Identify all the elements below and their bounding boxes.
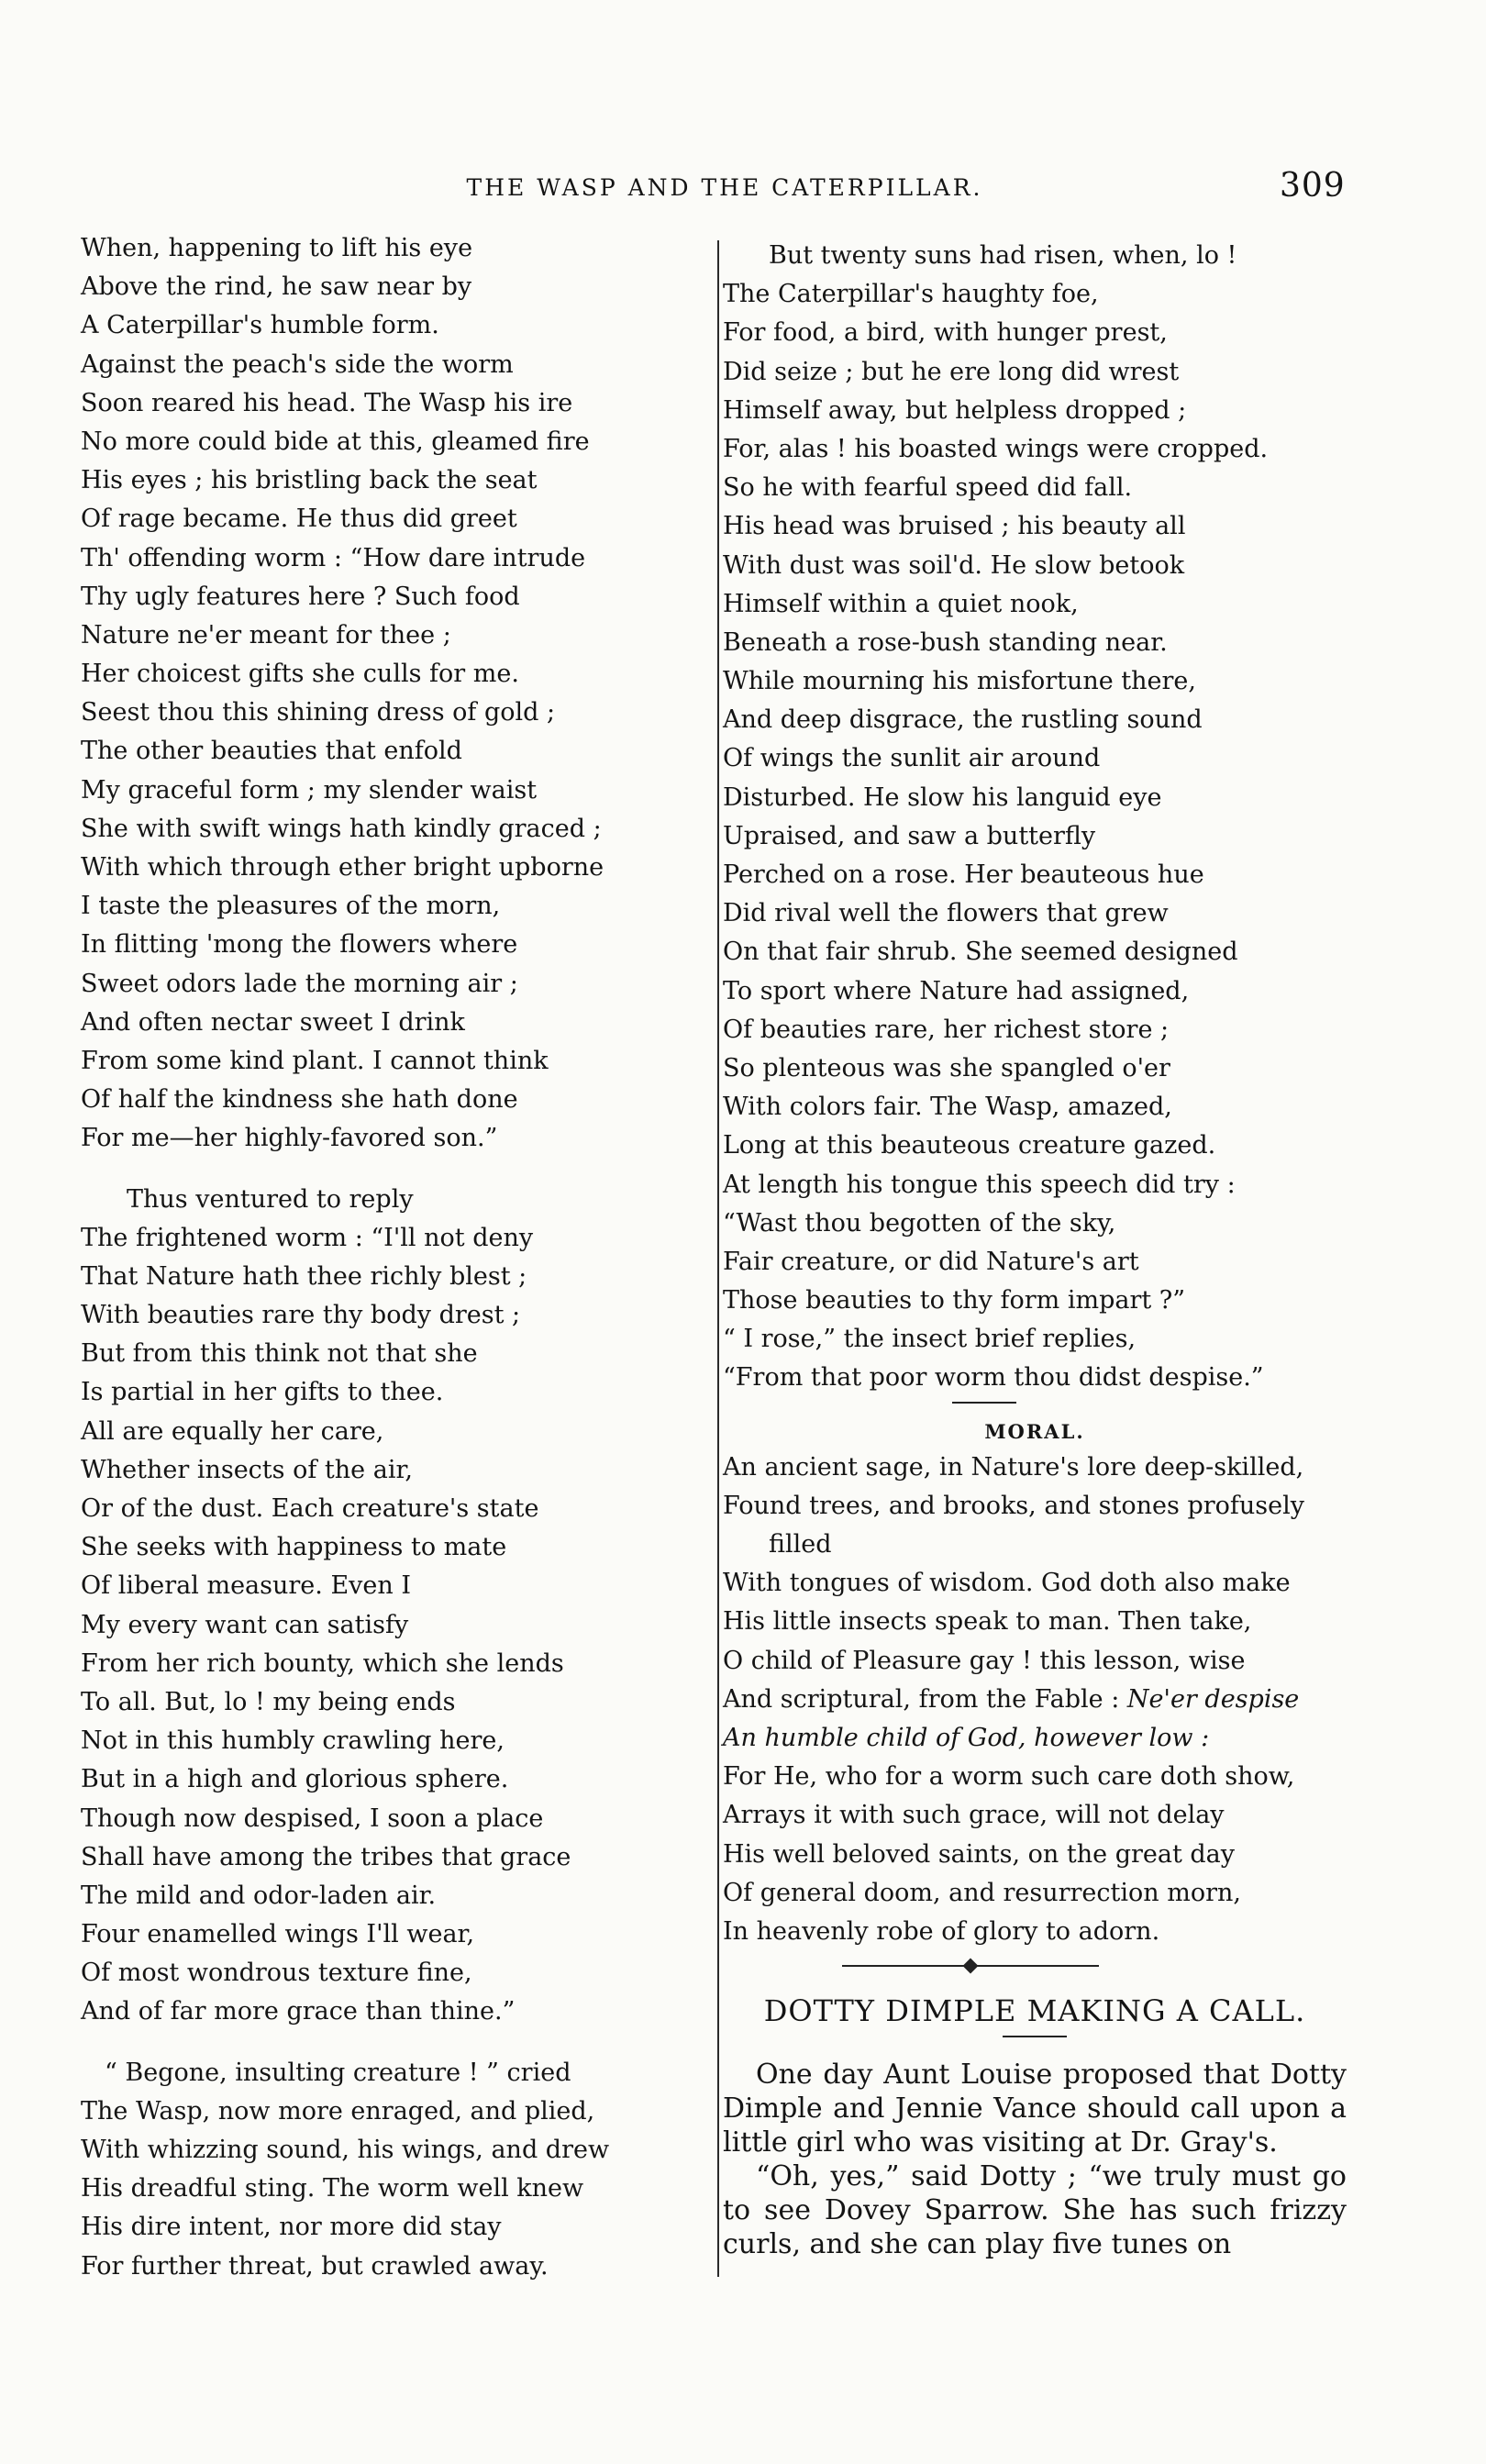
poem-line: The mild and odor-laden air. — [81, 1881, 437, 1910]
poem-line: His dire intent, nor more did stay — [81, 2213, 502, 2242]
poem-line: “ Begone, insulting creature ! ” cried — [105, 2058, 571, 2087]
stanza-gap — [81, 1159, 704, 1181]
column-divider — [717, 240, 719, 2277]
poem-line: Of half the kindness she hath done — [81, 1085, 518, 1115]
poem-line: On that fair shrub. She seemed designed — [723, 938, 1238, 967]
title-rule — [1003, 2036, 1067, 2037]
poem-line: Those beauties to thy form impart ?” — [723, 1286, 1186, 1315]
poem-line: With dust was soil'd. He slow betook — [723, 550, 1185, 580]
poem-line: So he with fearful speed did fall. — [723, 473, 1133, 503]
right-column — [723, 237, 1347, 2261]
poem-line: That Nature hath thee richly blest ; — [81, 1261, 527, 1291]
poem-line: To all. But, lo ! my being ends — [81, 1687, 456, 1716]
running-head: THE WASP AND THE CATERPILLAR. — [466, 174, 983, 201]
poem-line: Not in this humbly crawling here, — [81, 1726, 505, 1756]
moral-line: An ancient sage, in Nature's lore deep-skilled, — [723, 1452, 1304, 1482]
poem-line: Himself away, but helpless dropped ; — [723, 395, 1187, 425]
poem-line: Four enamelled wings I'll wear, — [81, 1920, 475, 1949]
poem-line: My every want can satisfy — [81, 1610, 409, 1639]
poem-line: The other beauties that enfold — [81, 737, 462, 766]
poem-line: All are equally her care, — [81, 1416, 384, 1446]
poem-line: For, alas ! his boasted wings were cropped. — [723, 434, 1269, 463]
poem-line: The Caterpillar's haughty foe, — [723, 280, 1099, 309]
moral-line: With tongues of wisdom. God doth also make — [723, 1569, 1291, 1598]
poem-line: At length his tongue this speech did try : — [723, 1170, 1236, 1199]
poem-line: My graceful form ; my slender waist — [81, 775, 538, 805]
poem-line: To sport where Nature had assigned, — [723, 976, 1190, 1005]
poem-stanza — [723, 237, 1347, 1398]
poem-line: For me—her highly-favored son.” — [81, 1124, 498, 1153]
poem-stanza — [81, 1181, 704, 2032]
stanza-gap — [81, 2032, 704, 2054]
poem-line: I taste the pleasures of the morn, — [81, 892, 501, 921]
moral-line: Of general doom, and resurrection morn, — [723, 1878, 1241, 1907]
poem-stanza — [81, 2054, 704, 2286]
poem-line: She seeks with happiness to mate — [81, 1533, 507, 1562]
poem-line: Upraised, and saw a butterfly — [723, 821, 1096, 850]
moral-text: And scriptural, from the Fable : — [723, 1684, 1120, 1714]
poem-stanza — [81, 229, 704, 1159]
moral-line: An humble child of God, however low : — [723, 1723, 1210, 1752]
page-number: 309 — [1280, 167, 1346, 205]
poem-line: The frightened worm : “I'll not deny — [81, 1223, 534, 1252]
poem-line: “ I rose,” the insect brief replies, — [723, 1325, 1137, 1354]
moral-line: His little insects speak to man. Then take, — [723, 1607, 1252, 1637]
poem-line: With whizzing sound, his wings, and drew — [81, 2136, 610, 2164]
poem-line: From her rich bounty, which she lends — [81, 1648, 564, 1678]
poem-line: Thy ugly features here ? Such food — [81, 582, 520, 611]
moral-line-with-italic — [723, 1681, 1347, 1719]
poem-line: Of most wondrous texture fine, — [81, 1959, 472, 1988]
moral-line: O child of Pleasure gay ! this lesson, wise — [723, 1646, 1246, 1675]
poem-line: Himself within a quiet nook, — [723, 589, 1079, 618]
poem-line: Nature ne'er meant for thee ; — [81, 620, 451, 649]
poem-line: Sweet odors lade the morning air ; — [81, 969, 518, 998]
story-title: DOTTY DIMPLE MAKING A CALL. — [763, 1993, 1306, 2029]
poem-line: No more could bide at this, gleamed fire — [81, 427, 590, 456]
ornamental-divider — [842, 1960, 1099, 1971]
poem-line: Of rage became. He thus did greet — [81, 505, 517, 534]
poem-line: Or of the dust. Each creature's state — [81, 1494, 539, 1523]
poem-line: His eyes ; his bristling back the seat — [81, 466, 538, 495]
poem-line: Shall have among the tribes that grace — [81, 1842, 571, 1871]
left-column — [81, 229, 704, 2286]
moral-italic: Ne'er despise — [1126, 1684, 1300, 1714]
poem-line: Against the peach's side the worm — [81, 350, 514, 379]
poem-line: Did rival well the flowers that grew — [723, 899, 1169, 928]
poem-line: Perched on a rose. Her beauteous hue — [723, 860, 1204, 889]
story-paragraph: One day Aunt Louise proposed that Dotty Dimple and Jennie Vance should call upon a little girl who was visiting at Dr. Gray's. — [723, 2059, 1347, 2159]
poem-line: When, happening to lift his eye — [81, 234, 473, 262]
moral-line: Found trees, and brooks, and stones profusely — [723, 1491, 1304, 1520]
poem-line: For further threat, but crawled away. — [81, 2251, 549, 2281]
poem-line: Her choicest gifts she culls for me. — [81, 660, 519, 689]
moral-line: His well beloved saints, on the great day — [723, 1839, 1236, 1869]
poem-line: Of liberal measure. Even I — [81, 1571, 412, 1601]
poem-line: Above the rind, he saw near by — [81, 272, 472, 302]
poem-line: Is partial in her gifts to thee. — [81, 1378, 444, 1407]
poem-line: From some kind plant. I cannot think — [81, 1046, 549, 1075]
poem-line: But in a high and glorious sphere. — [81, 1765, 509, 1794]
poem-line: Whether insects of the air, — [81, 1455, 413, 1484]
poem-line: While mourning his misfortune there, — [723, 667, 1196, 696]
poem-line: Of beauties rare, her richest store ; — [723, 1015, 1170, 1044]
ornament-diamond — [963, 1959, 979, 1974]
moral-heading: MORAL. — [984, 1419, 1085, 1443]
story-body — [723, 2058, 1347, 2261]
poem-line: His head was bruised ; his beauty all — [723, 512, 1186, 541]
moral-line: For He, who for a worm such care doth show, — [723, 1762, 1295, 1792]
poem-line: Did seize ; but he ere long did wrest — [723, 357, 1180, 386]
poem-line: Of wings the sunlit air around — [723, 744, 1101, 773]
poem-line: And deep disgrace, the rustling sound — [723, 705, 1203, 735]
story-paragraph: “Oh, yes,” said Dotty ; “we truly must go to see Dovey Sparrow. She has such frizzy curls, and she can play five tunes on — [723, 2160, 1347, 2261]
moral-stanza — [723, 1448, 1347, 1951]
moral-line: Arrays it with such grace, will not delay — [723, 1801, 1225, 1830]
poem-line: But from this think not that she — [81, 1339, 478, 1369]
poem-line: With colors fair. The Wasp, amazed, — [723, 1093, 1172, 1122]
moral-line: filled — [769, 1530, 832, 1559]
poem-line: With which through ether bright upborne — [81, 853, 604, 882]
poem-line: She with swift wings hath kindly graced ; — [81, 814, 602, 843]
poem-line: Soon reared his head. The Wasp his ire — [81, 388, 573, 417]
poem-line: Beneath a rose-bush standing near. — [723, 627, 1168, 657]
poem-line: And often nectar sweet I drink — [81, 1007, 465, 1037]
moral-line: In heavenly robe of glory to adorn. — [723, 1916, 1160, 1946]
poem-line: The Wasp, now more enraged, and plied, — [81, 2096, 595, 2125]
poem-line: Thus ventured to reply — [127, 1184, 414, 1214]
poem-line: Seest thou this shining dress of gold ; — [81, 698, 556, 727]
poem-line: “Wast thou begotten of the sky, — [723, 1208, 1116, 1238]
poem-line: A Caterpillar's humble form. — [81, 311, 439, 340]
poem-line: “From that poor worm thou didst despise.” — [723, 1363, 1264, 1393]
poem-line: Fair creature, or did Nature's art — [723, 1247, 1139, 1276]
poem-line: But twenty suns had risen, when, lo ! — [769, 241, 1237, 270]
poem-line: So plenteous was she spangled o'er — [723, 1053, 1170, 1082]
poem-line: Disturbed. He slow his languid eye — [723, 782, 1162, 812]
section-rule — [952, 1402, 1016, 1404]
poem-line: Though now despised, I soon a place — [81, 1804, 544, 1833]
poem-line: Long at this beauteous creature gazed. — [723, 1131, 1216, 1160]
poem-line: Th' offending worm : “How dare intrude — [81, 543, 586, 572]
poem-line: With beauties rare thy body drest ; — [81, 1301, 521, 1330]
poem-line: His dreadful sting. The worm well knew — [81, 2174, 584, 2203]
poem-line: And of far more grace than thine.” — [81, 1997, 516, 2026]
poem-line: For food, a bird, with hunger prest, — [723, 318, 1168, 348]
poem-line: In flitting 'mong the flowers where — [81, 930, 518, 960]
